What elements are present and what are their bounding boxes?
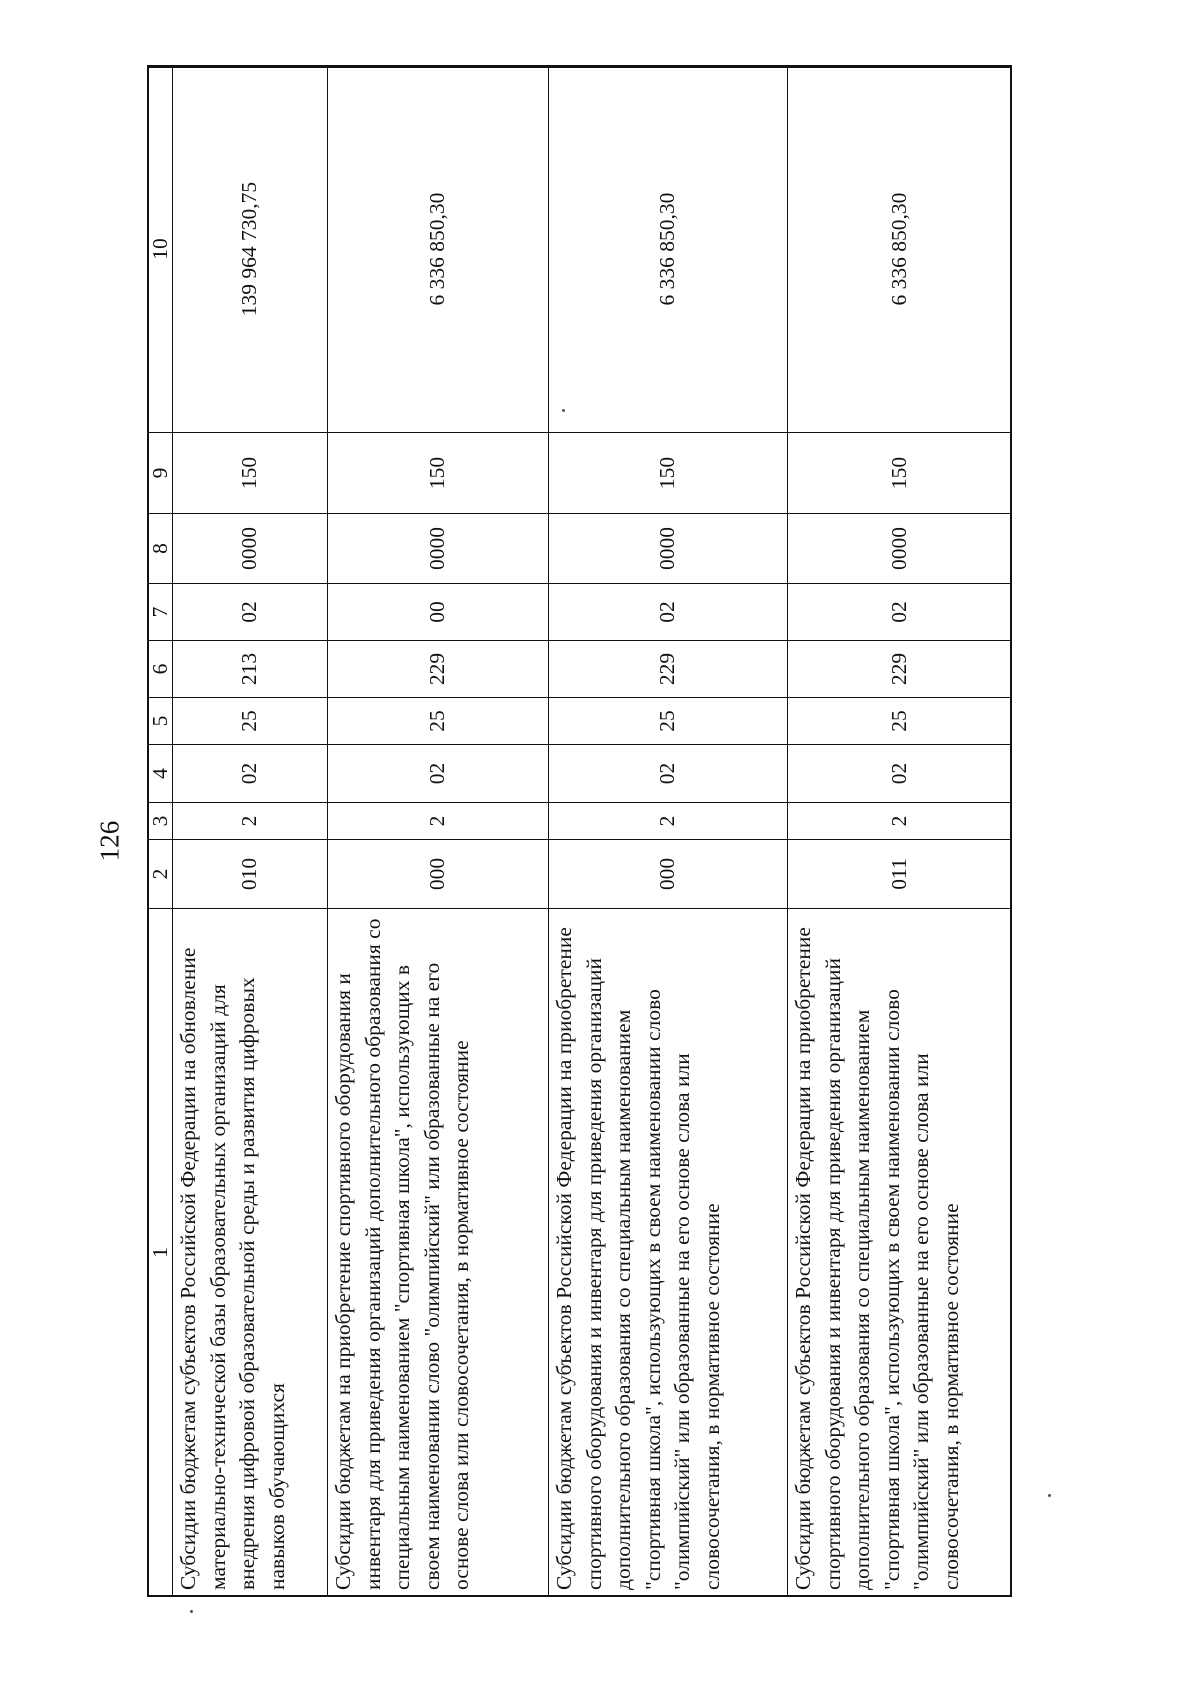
cell-article: 25 bbox=[328, 698, 549, 745]
cell-subarticle: 229 bbox=[328, 641, 549, 698]
header-cell-5: 5 bbox=[148, 698, 173, 745]
cell-subarticle: 213 bbox=[173, 641, 328, 698]
scan-speck bbox=[1048, 1494, 1051, 1497]
header-cell-9: 9 bbox=[148, 433, 173, 514]
scan-speck bbox=[562, 409, 565, 412]
cell-subgroup: 02 bbox=[788, 745, 1012, 803]
cell-admin-code: 000 bbox=[549, 840, 788, 909]
header-cell-4: 4 bbox=[148, 745, 173, 803]
row-description: Субсидии бюджетам субъектов Российской Федерации на приобретение спортивного оборудования и инвентаря для приведения организаций дополнительного образования со специальным наименованием "спортивная школа", использующих в своем наименовании слово "олимпийский" или образованные на его основе слова или словосочетания, в нормативное состояние bbox=[788, 909, 1012, 1597]
cell-economic-class: 150 bbox=[328, 433, 549, 514]
header-cell-3: 3 bbox=[148, 803, 173, 840]
table-row bbox=[328, 66, 549, 1597]
cell-group: 2 bbox=[788, 803, 1012, 840]
cell-amount: 6 336 850,30 bbox=[788, 66, 1012, 433]
cell-element: 02 bbox=[549, 584, 788, 641]
row-description: Субсидии бюджетам на приобретение спортивного оборудования и инвентаря для приведения организаций дополнительного образования со специальным наименованием "спортивная школа", использующих в своем наименовании слово "олимпийский" или образованные на его основе слова или словосочетания, в нормативное состояние bbox=[328, 909, 549, 1597]
table-row bbox=[173, 66, 328, 1597]
header-cell-7: 7 bbox=[148, 584, 173, 641]
cell-program: 0000 bbox=[328, 514, 549, 584]
cell-program: 0000 bbox=[549, 514, 788, 584]
cell-subarticle: 229 bbox=[549, 641, 788, 698]
cell-amount: 6 336 850,30 bbox=[549, 66, 788, 433]
cell-subgroup: 02 bbox=[549, 745, 788, 803]
cell-element: 02 bbox=[173, 584, 328, 641]
cell-subarticle: 229 bbox=[788, 641, 1012, 698]
cell-element: 02 bbox=[788, 584, 1012, 641]
cell-program: 0000 bbox=[788, 514, 1012, 584]
cell-amount: 139 964 730,75 bbox=[173, 66, 328, 433]
cell-program: 0000 bbox=[173, 514, 328, 584]
cell-element: 00 bbox=[328, 584, 549, 641]
cell-economic-class: 150 bbox=[173, 433, 328, 514]
page-number: 126 bbox=[94, 820, 125, 862]
cell-economic-class: 150 bbox=[788, 433, 1012, 514]
header-row bbox=[148, 66, 173, 1597]
cell-economic-class: 150 bbox=[549, 433, 788, 514]
cell-subgroup: 02 bbox=[173, 745, 328, 803]
cell-article: 25 bbox=[788, 698, 1012, 745]
rotated-table-container bbox=[147, 66, 1012, 1597]
cell-admin-code: 000 bbox=[328, 840, 549, 909]
cell-article: 25 bbox=[173, 698, 328, 745]
header-cell-10: 10 bbox=[148, 66, 173, 433]
header-cell-8: 8 bbox=[148, 514, 173, 584]
header-cell-6: 6 bbox=[148, 641, 173, 698]
row-description: Субсидии бюджетам субъектов Российской Федерации на приобретение спортивного оборудования и инвентаря для приведения организаций дополнительного образования со специальным наименованием "спортивная школа", использующих в своем наименовании слово "олимпийский" или образованные на его основе слова или словосочетания, в нормативное состояние bbox=[549, 909, 788, 1597]
table-row bbox=[788, 66, 1012, 1597]
cell-admin-code: 011 bbox=[788, 840, 1012, 909]
cell-article: 25 bbox=[549, 698, 788, 745]
row-description: Субсидии бюджетам субъектов Российской Федерации на обновление материально-технической базы образовательных организаций для внедрения цифровой образовательной среды и развития цифровых навыков обучающихся bbox=[173, 909, 328, 1597]
table-row bbox=[549, 66, 788, 1597]
cell-group: 2 bbox=[328, 803, 549, 840]
cell-amount: 6 336 850,30 bbox=[328, 66, 549, 433]
cell-admin-code: 010 bbox=[173, 840, 328, 909]
budget-table bbox=[147, 65, 1012, 1597]
header-cell-2: 2 bbox=[148, 840, 173, 909]
scan-speck bbox=[190, 1610, 193, 1613]
cell-group: 2 bbox=[173, 803, 328, 840]
header-cell-1: 1 bbox=[148, 909, 173, 1597]
cell-group: 2 bbox=[549, 803, 788, 840]
cell-subgroup: 02 bbox=[328, 745, 549, 803]
